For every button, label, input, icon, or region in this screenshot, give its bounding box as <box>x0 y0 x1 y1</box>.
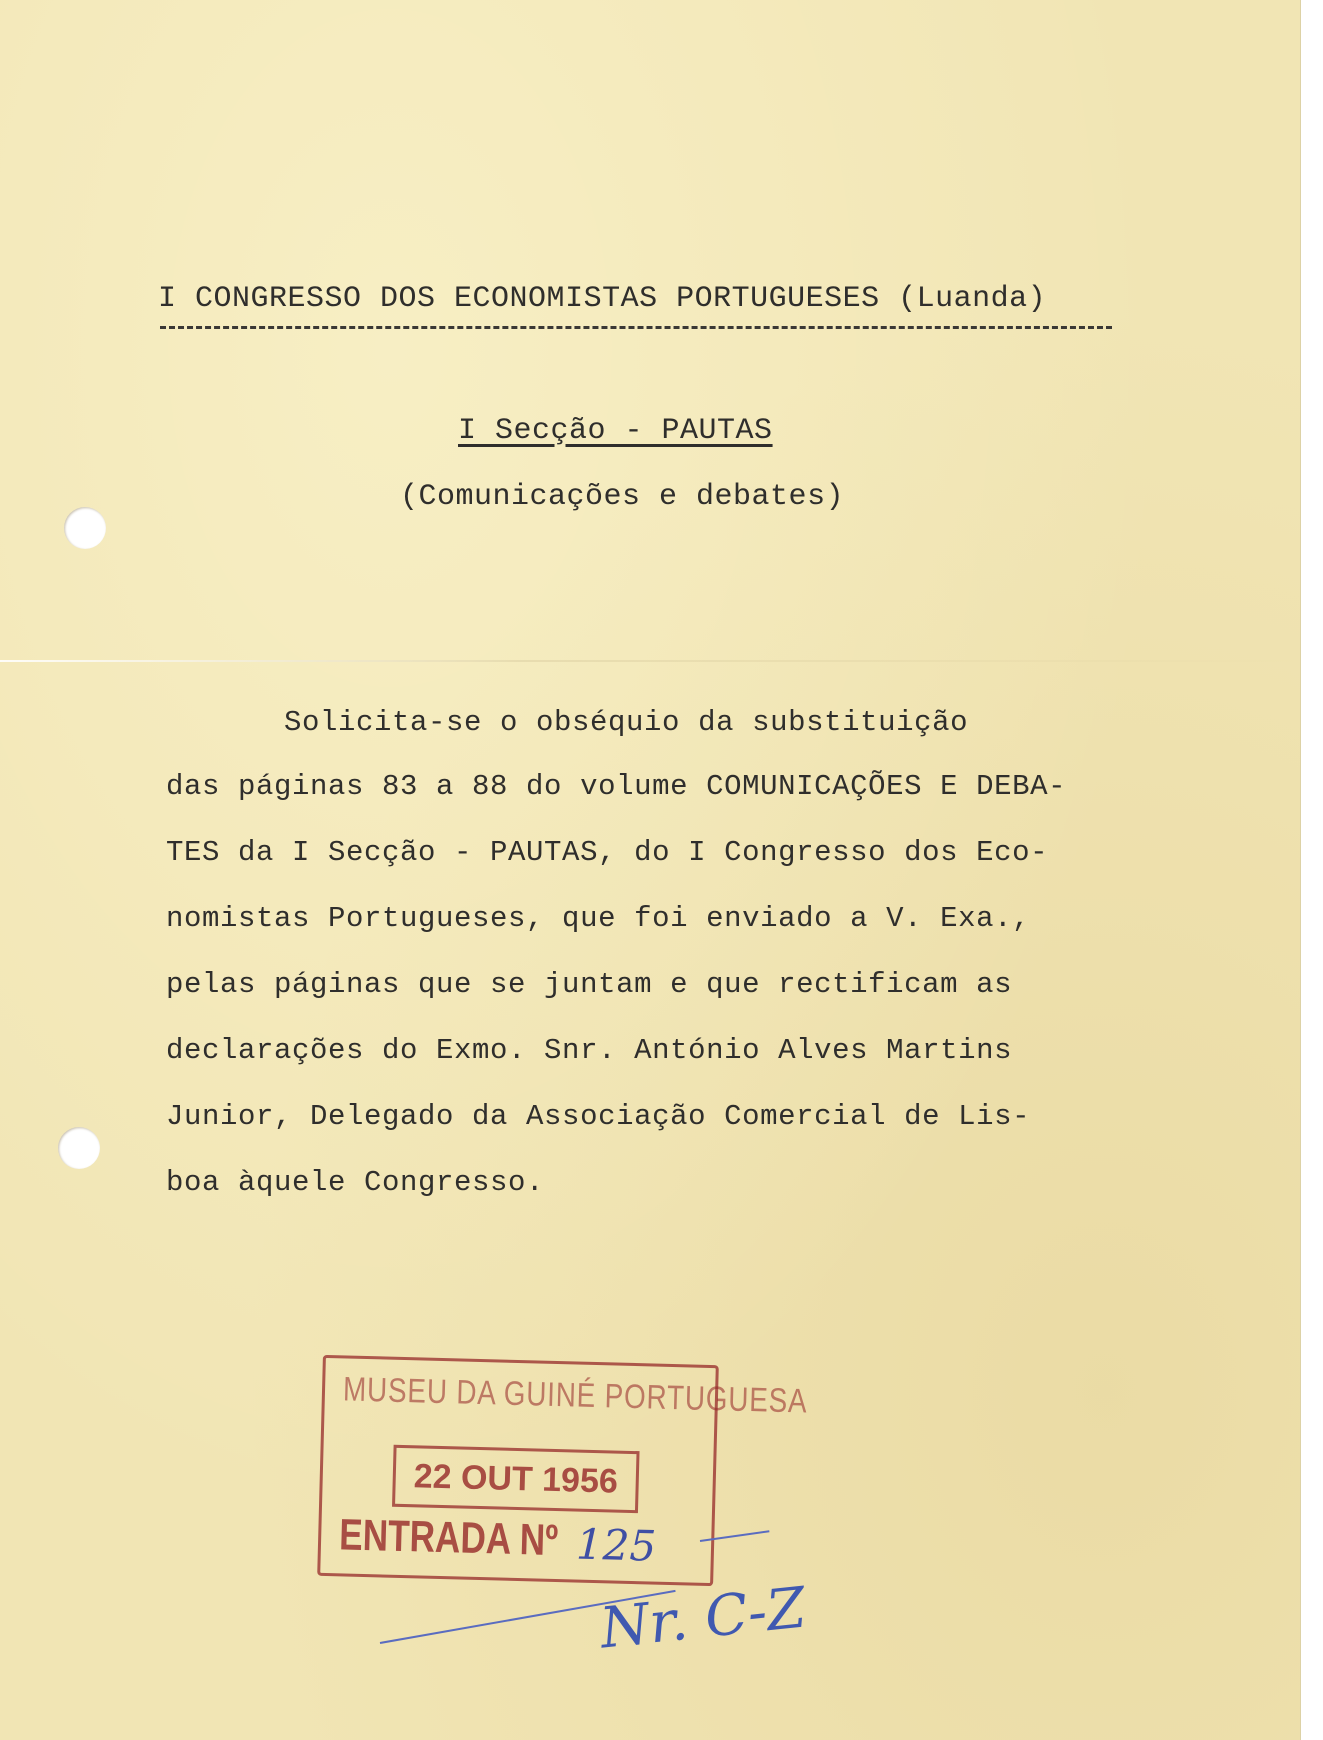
museum-entry-stamp <box>317 1355 808 1586</box>
stamp-museum-name: MUSEU DA GUINÉ PORTUGUESA <box>342 1370 808 1421</box>
body-line-4: nomistas Portugueses, que foi enviado a V. Exa., <box>166 902 1031 935</box>
body-line-5: pelas páginas que se juntam e que rectificam as <box>166 968 1013 1001</box>
punch-hole-top <box>64 507 106 549</box>
stamp-date: 22 OUT 1956 <box>392 1445 640 1513</box>
punch-hole-bottom <box>58 1127 100 1169</box>
stamp-entrada-label: ENTRADA Nº <box>338 1510 559 1566</box>
title-dashed-rule <box>160 326 1112 329</box>
section-subheading: (Comunicações e debates) <box>400 480 845 514</box>
body-line-8: boa àquele Congresso. <box>166 1166 545 1199</box>
stamp-entry-number: 125 <box>575 1519 657 1571</box>
section-heading: I Secção - PAUTAS <box>458 414 773 448</box>
congress-title: I CONGRESSO DOS ECONOMISTAS PORTUGUESES (Luanda) <box>158 282 1047 316</box>
body-line-6: declarações do Exmo. Snr. António Alves Martins <box>166 1034 1013 1067</box>
body-line-1: Solicita-se o obséquio da substituição <box>284 706 969 739</box>
paper-fold <box>0 660 1300 662</box>
body-line-2: das páginas 83 a 88 do volume COMUNICAÇÕES E DEBA- <box>166 770 1067 803</box>
body-line-3: TES da I Secção - PAUTAS, do I Congresso dos Eco- <box>166 836 1049 869</box>
handwritten-reference: Nr. C-Z <box>597 1575 809 1662</box>
body-line-7: Junior, Delegado da Associação Comercial de Lis- <box>166 1100 1031 1133</box>
